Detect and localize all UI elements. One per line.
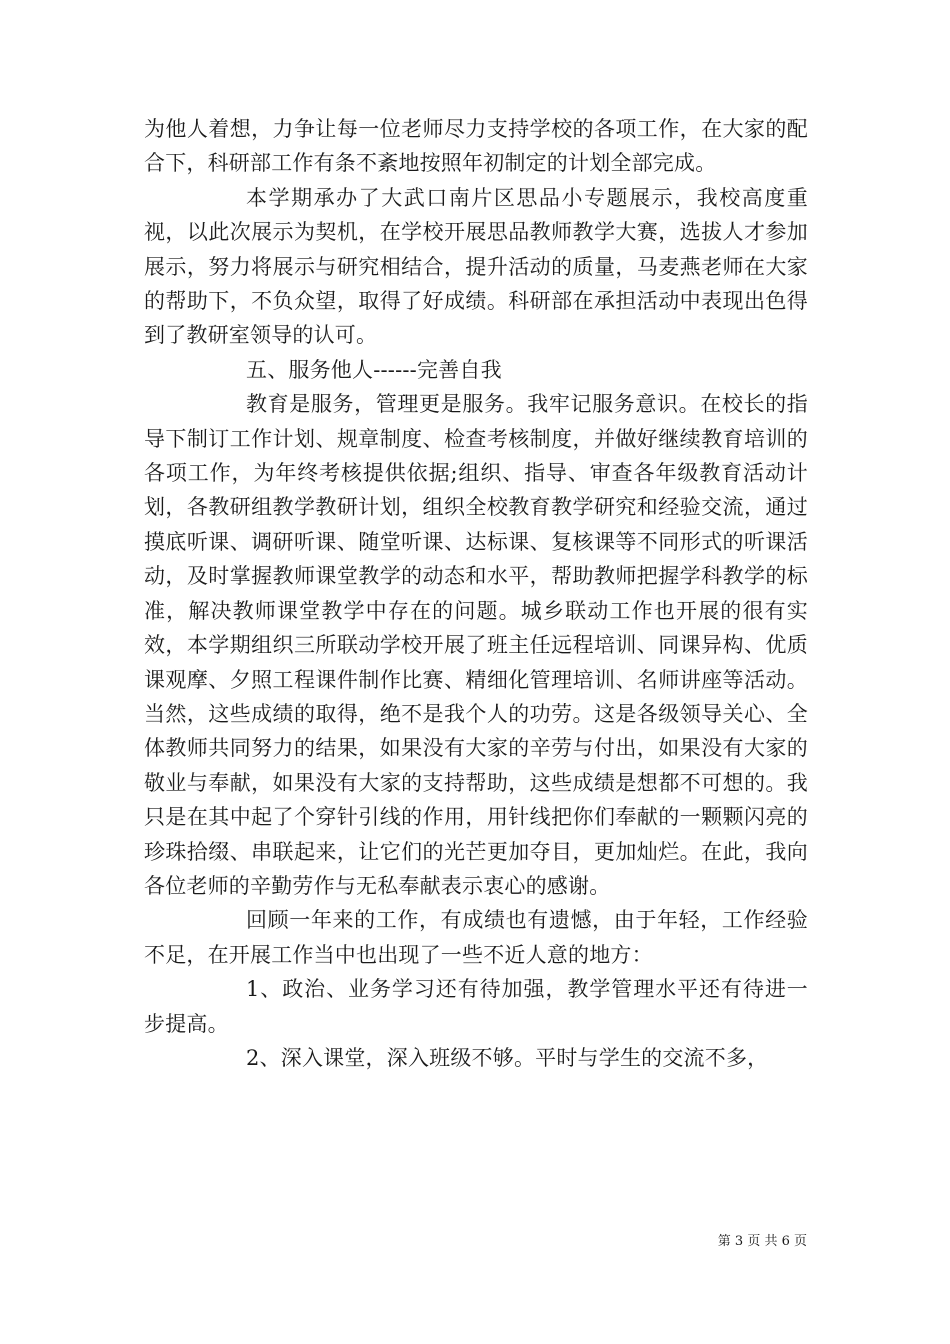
document-body xyxy=(144,112,808,1075)
list-item-1: 1、政治、业务学习还有待加强，教学管理水平还有待进一步提高。 xyxy=(144,977,808,1036)
list-item-2: 2、深入课堂，深入班级不够。平时与学生的交流不多， xyxy=(246,1045,769,1070)
paragraph-service: 教育是服务，管理更是服务。我牢记服务意识。在校长的指导下制订工作计划、规章制度、检查考核制度，并做好继续教育培训的各项工作，为年终考核提供依据;组织、指导、审查各年级教育活动计划，各教研组教学教研计划，组织全校教育教学研究和经验交流，通过摸底听课、调研听课、随堂听课、达标课、复核课等不同形式的听课活动，及时掌握教师课堂教学的动态和水平，帮助教师把握学科教学的标准，解决教师课堂教学中存在的问题。城乡联动工作也开展的很有实效，本学期组织三所联动学校开展了班主任远程培训、同课异构、优质课观摩、夕照工程课件制作比赛、精细化管理培训、名师讲座等活动。当然，这些成绩的取得，绝不是我个人的功劳。这是各级领导关心、全体教师共同努力的结果，如果没有大家的辛劳与付出，如果没有大家的敬业与奉献，如果没有大家的支持帮助，这些成绩是想都不可想的。我只是在其中起了个穿针引线的作用，用针线把你们奉献的一颗颗闪亮的珍珠拾缀、串联起来，让它们的光芒更加夺目，更加灿烂。在此，我向各位老师的辛勤劳作与无私奉献表示衷心的感谢。 xyxy=(144,392,808,898)
paragraph-showcase: 本学期承办了大武口南片区思品小专题展示，我校高度重视，以此次展示为契机，在学校开展思品教师教学大赛，选拔人才参加展示，努力将展示与研究相结合，提升活动的质量，马麦燕老师在大家的帮助下，不负众望，取得了好成绩。科研部在承担活动中表现出色得到了教研室领导的认可。 xyxy=(144,185,808,348)
paragraph-continuation: 为他人着想，力争让每一位老师尽力支持学校的各项工作，在大家的配合下，科研部工作有条不紊地按照年初制定的计划全部完成。 xyxy=(144,117,808,176)
page-number: 第 3 页 共 6 页 xyxy=(717,1234,807,1249)
paragraph-review: 回顾一年来的工作，有成绩也有遗憾，由于年轻，工作经验不足，在开展工作当中也出现了一些不近人意的地方： xyxy=(144,908,808,967)
section-heading: 五、服务他人------完善自我 xyxy=(246,357,502,382)
